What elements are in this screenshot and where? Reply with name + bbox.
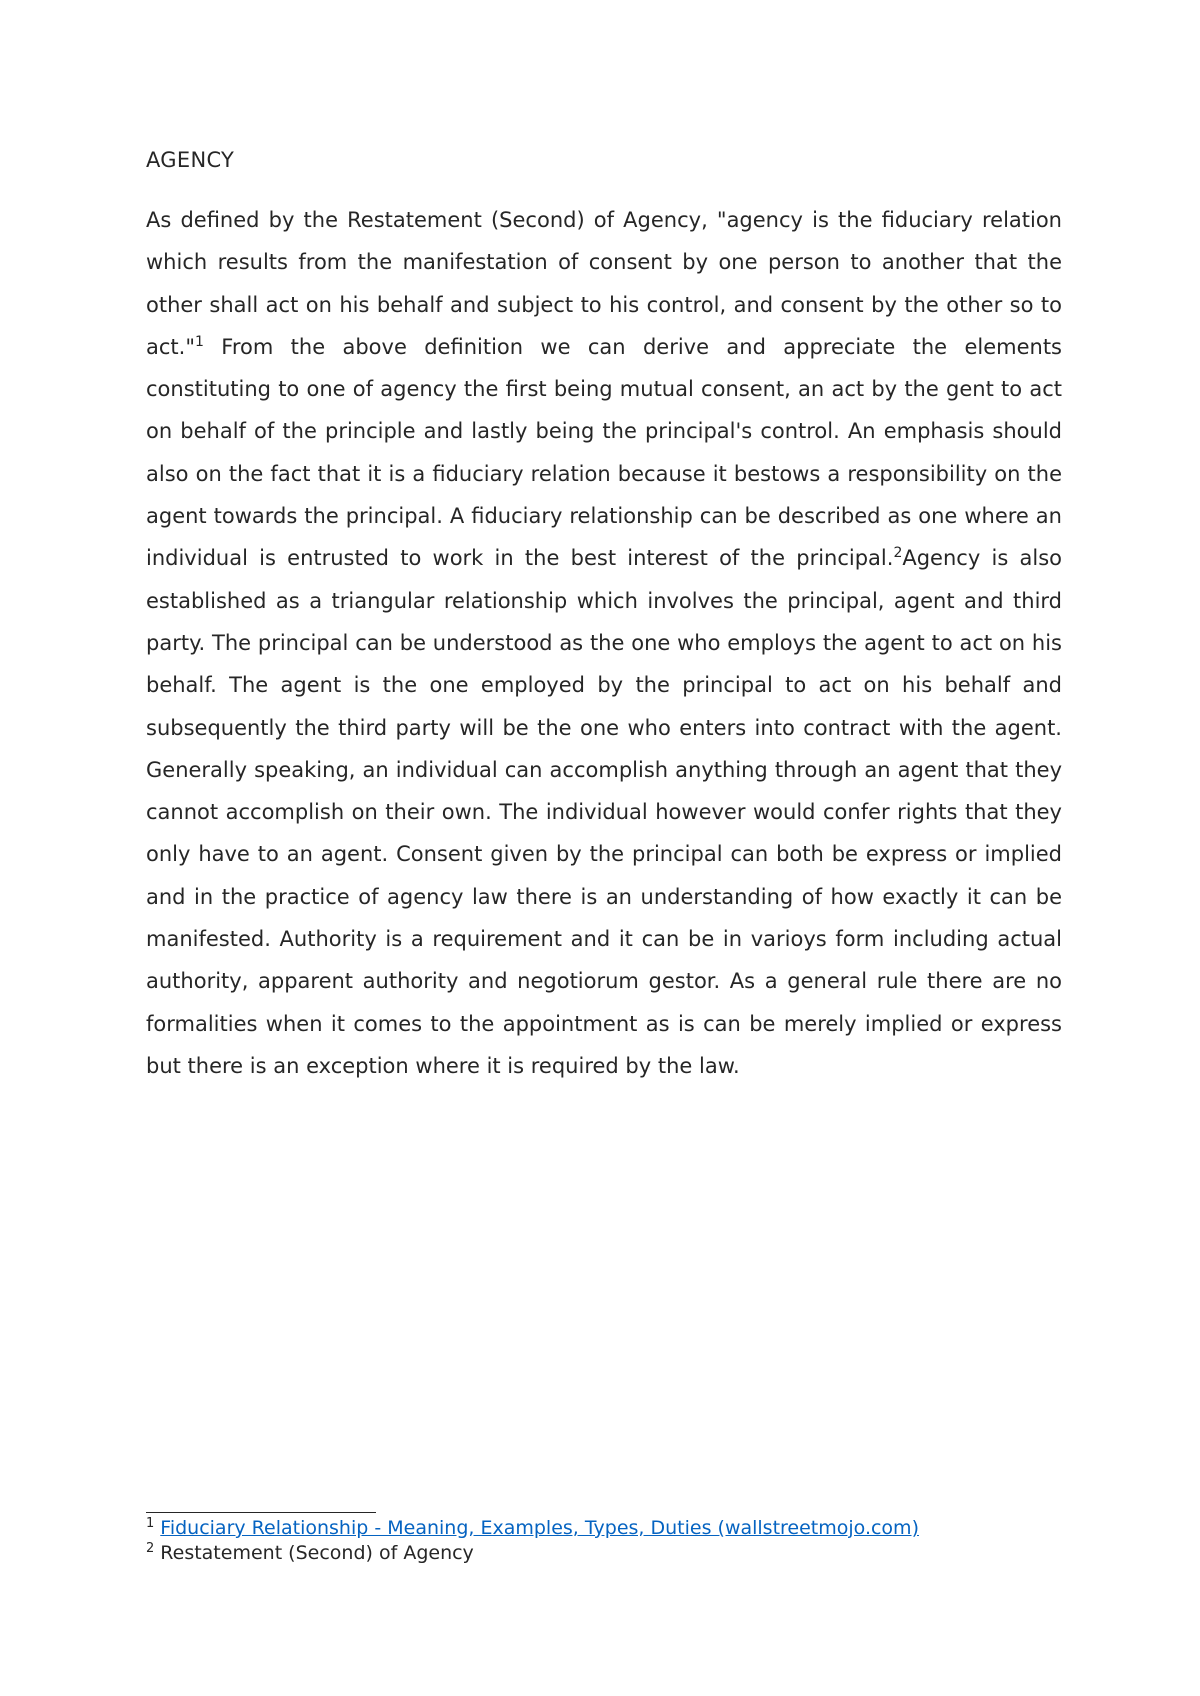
document-title: AGENCY [146, 148, 235, 172]
footnote-2 [146, 1541, 1146, 1566]
paragraph-text-part-1: As defined by the Restatement (Second) of Agency, "agency is the fiduciary relation which results from the manifestation of consent by one person to another that the other shall act on his behalf and subject to his control, and consent by the other so to act." [146, 208, 1062, 359]
body-paragraph [146, 199, 1062, 1087]
footnote-reference-2[interactable]: 2 [893, 545, 903, 562]
footnote-separator [146, 1512, 376, 1513]
footnote-text-restatement: Restatement (Second) of Agency [160, 1542, 474, 1564]
footnotes-section [146, 1516, 1146, 1566]
footnote-number-1: 1 [146, 1515, 155, 1531]
footnote-link-wallstreetmojo[interactable]: Fiduciary Relationship - Meaning, Examples, Types, Duties (wallstreetmojo.com) [160, 1517, 919, 1539]
paragraph-text-part-3: Agency is also established as a triangular relationship which involves the principal, agent and third party. The principal can be understood as the one who employs the agent to act on his behalf. The agent is the one employed by the principal to act on his behalf and subsequently the third party will be the one who enters into contract with the agent. Generally speaking, an individual can accomplish anything through an agent that they cannot accomplish on their own. The individual however would confer rights that they only have to an agent. Consent given by the principal can both be express or implied and in the practice of agency law there is an understanding of how exactly it can be manifested. Authority is a requirement and it can be in varioys form including actual authority, apparent authority and negotiorum gestor. As a general rule there are no formalities when it comes to the appointment as is can be merely implied or express but there is an exception where it is required by the law. [146, 546, 1062, 1078]
paragraph-text-part-2: From the above definition we can derive and appreciate the elements constituting to one of agency the first being mutual consent, an act by the gent to act on behalf of the principle and lastly being the principal's control. An emphasis should also on the fact that it is a fiduciary relation because it bestows a responsibility on the agent towards the principal. A fiduciary relationship can be described as one where an individual is entrusted to work in the best interest of the principal. [146, 334, 1062, 571]
footnote-reference-1[interactable]: 1 [194, 333, 204, 350]
footnote-1 [146, 1516, 1146, 1541]
footnote-number-2: 2 [146, 1540, 155, 1556]
